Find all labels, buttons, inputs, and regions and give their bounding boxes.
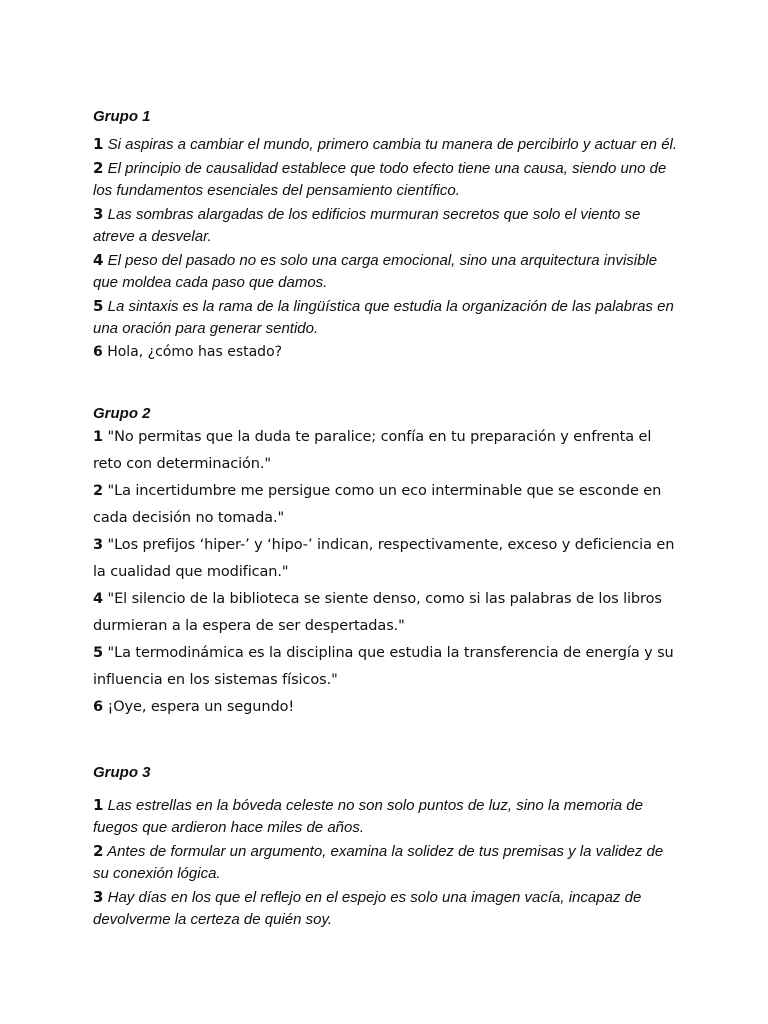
item-text: ¡Oye, espera un segundo! xyxy=(107,699,295,715)
item-number: 2 xyxy=(93,483,103,499)
group-3-item-3 xyxy=(93,886,678,931)
group-2-item-2 xyxy=(93,478,678,532)
item-text: Si aspiras a cambiar el mundo, primero cambia tu manera de percibirlo y actuar en él. xyxy=(107,136,678,153)
group-1-item-6 xyxy=(93,341,678,363)
item-number: 1 xyxy=(93,796,104,814)
item-text: "La incertidumbre me persigue como un eco interminable que se esconde en cada decisión no tomada." xyxy=(93,483,662,526)
group-1-item-1 xyxy=(93,133,678,156)
group-1 xyxy=(93,108,678,364)
item-text: El principio de causalidad establece que todo efecto tiene una causa, siendo uno de los fundamentos esenciales del pensamiento científico. xyxy=(93,160,667,199)
item-number: 5 xyxy=(93,645,103,661)
item-text: "Los prefijos ‘hiper-’ y ‘hipo-’ indican, respectivamente, exceso y deficiencia en la cualidad que modifican." xyxy=(93,537,675,580)
item-text: Antes de formular un argumento, examina la solidez de tus premisas y la validez de su conexión lógica. xyxy=(93,843,664,882)
item-text: "La termodinámica es la disciplina que estudia la transferencia de energía y su influencia en los sistemas físicos." xyxy=(93,645,674,688)
item-number: 3 xyxy=(93,888,104,906)
item-text: "El silencio de la biblioteca se siente denso, como si las palabras de los libros durmieran a la espera de ser despertadas." xyxy=(93,591,662,634)
item-number: 1 xyxy=(93,429,103,445)
group-1-title: Grupo 1 xyxy=(93,108,151,125)
group-3-item-1 xyxy=(93,794,678,839)
item-number: 4 xyxy=(93,251,104,269)
item-number: 2 xyxy=(93,842,104,860)
group-1-item-3 xyxy=(93,203,678,248)
group-1-item-5 xyxy=(93,295,678,340)
item-number: 3 xyxy=(93,537,103,553)
group-2-item-6 xyxy=(93,694,678,721)
group-3 xyxy=(93,764,678,932)
group-2 xyxy=(93,405,678,721)
group-1-item-2 xyxy=(93,157,678,202)
item-text: El peso del pasado no es solo una carga emocional, sino una arquitectura invisible que moldea cada paso que damos. xyxy=(93,252,658,291)
item-text: "No permitas que la duda te paralice; confía en tu preparación y enfrenta el reto con determinación." xyxy=(93,429,652,472)
group-2-item-4 xyxy=(93,586,678,640)
item-number: 1 xyxy=(93,135,104,153)
item-text: La sintaxis es la rama de la lingüística que estudia la organización de las palabras en una oración para generar sentido. xyxy=(93,298,674,337)
group-2-item-5 xyxy=(93,640,678,694)
item-text: Las sombras alargadas de los edificios murmuran secretos que solo el viento se atreve a desvelar. xyxy=(93,206,641,245)
item-text: Las estrellas en la bóveda celeste no son solo puntos de luz, sino la memoria de fuegos que ardieron hace miles de años. xyxy=(93,797,643,836)
group-2-item-3 xyxy=(93,532,678,586)
group-2-item-1 xyxy=(93,424,678,478)
group-3-item-2 xyxy=(93,840,678,885)
item-text: Hola, ¿cómo has estado? xyxy=(107,344,283,360)
item-number: 3 xyxy=(93,205,104,223)
group-1-item-4 xyxy=(93,249,678,294)
item-number: 6 xyxy=(93,699,103,715)
item-number: 6 xyxy=(93,344,103,360)
item-text: Hay días en los que el reflejo en el espejo es solo una imagen vacía, incapaz de devolverme la certeza de quién soy. xyxy=(93,889,642,928)
group-2-title: Grupo 2 xyxy=(93,405,151,422)
item-number: 2 xyxy=(93,159,104,177)
group-3-title: Grupo 3 xyxy=(93,764,151,781)
item-number: 4 xyxy=(93,591,103,607)
item-number: 5 xyxy=(93,297,104,315)
